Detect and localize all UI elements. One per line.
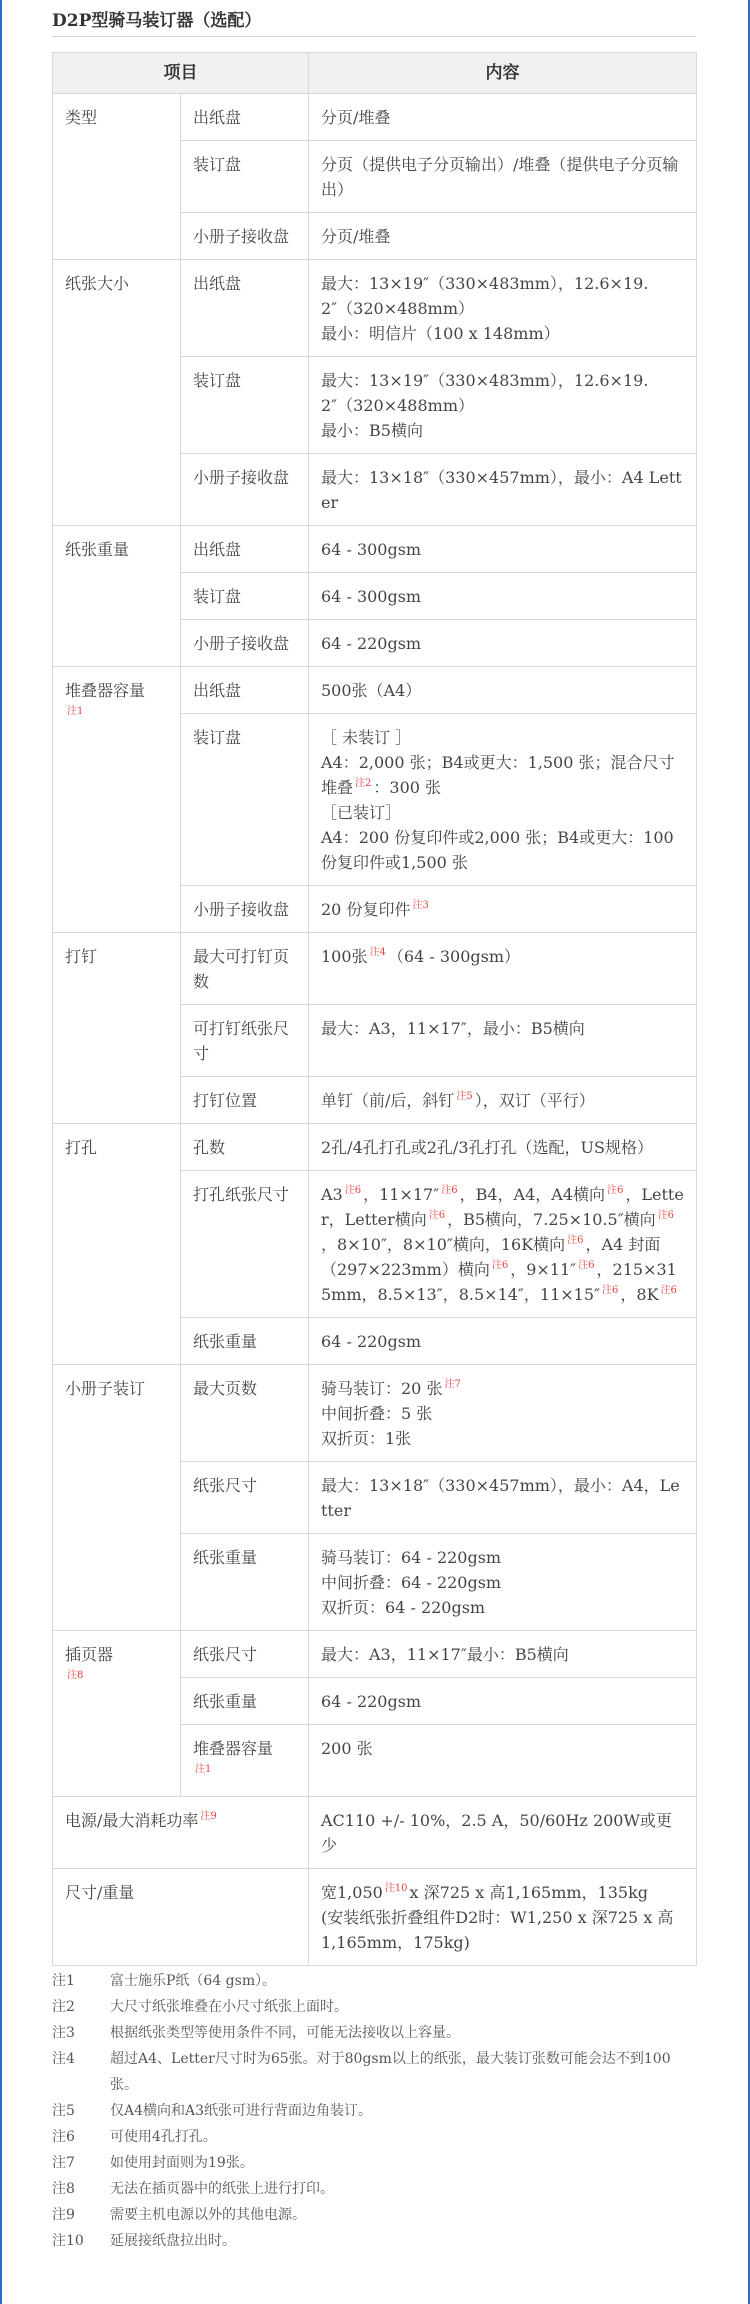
subitem-cell	[181, 94, 309, 141]
group-cell	[53, 94, 181, 260]
content-text: 200 张	[321, 1739, 373, 1758]
content-line	[321, 678, 686, 703]
subitem-cell	[181, 886, 309, 933]
footnote-ref: 注6	[657, 1210, 675, 1221]
content-line	[321, 1689, 686, 1714]
content-cell	[309, 213, 697, 260]
footnote-ref: 注1	[67, 706, 84, 717]
subitem-name: 小册子接收盘	[193, 468, 290, 487]
content-line	[321, 584, 686, 609]
footnote-ref: 注6	[607, 1185, 624, 1196]
content-text: ，B5横向，7.25×10.5″横向	[447, 1210, 656, 1229]
group-name: 类型	[65, 108, 98, 127]
content-line	[321, 105, 686, 130]
footnote-ref: 注6	[441, 1185, 458, 1196]
content-text: ，8K	[620, 1285, 659, 1304]
content-cell	[309, 94, 697, 141]
content-text: 64 - 220gsm	[321, 634, 422, 653]
footnote-key: 注8	[52, 2181, 75, 2197]
footnote-item	[52, 2124, 696, 2150]
subitem-name: 纸张重量	[193, 1332, 258, 1351]
content-text: 最小：明信片（100 x 148mm）	[321, 324, 560, 343]
footnote-text: 如使用封面则为19张。	[110, 2155, 254, 2171]
subitem-cell	[181, 1124, 309, 1171]
content-text: ［ 未装订 ］	[321, 728, 412, 747]
footnote-item	[52, 2098, 696, 2124]
spec-row	[53, 1365, 697, 1462]
group-name: 插页器	[65, 1645, 114, 1664]
content-text: ，A4 封面（297×223mm）横向	[321, 1235, 661, 1279]
subitem-name: 小册子接收盘	[193, 634, 290, 653]
spec-row	[53, 1797, 697, 1869]
content-cell	[309, 886, 697, 933]
subitem-name: 堆叠器容量	[193, 1739, 274, 1758]
subitem-name: 装订盘	[193, 155, 242, 174]
content-text: ，11×17″	[363, 1185, 440, 1204]
subitem-cell	[181, 1534, 309, 1631]
subitem-cell	[181, 1678, 309, 1725]
content-line	[321, 1135, 686, 1160]
content-text: ［已装订］	[321, 803, 402, 822]
content-cell	[309, 357, 697, 454]
subitem-cell	[181, 1365, 309, 1462]
subitem-cell	[181, 357, 309, 454]
subitem-name: 小册子接收盘	[193, 900, 290, 919]
content-cell	[309, 1318, 697, 1365]
subitem-name: 出纸盘	[193, 108, 242, 127]
content-cell	[309, 714, 697, 886]
content-line	[321, 321, 686, 346]
subitem-name: 小册子接收盘	[193, 227, 290, 246]
content-line	[321, 725, 686, 750]
subitem-name: 装订盘	[193, 728, 242, 747]
footnotes	[52, 1968, 696, 2254]
item-name: 尺寸/重量	[65, 1883, 135, 1902]
content-text: 64 - 220gsm	[321, 1692, 422, 1711]
footnote-text: 仅A4横向和A3纸张可进行背面边角装订。	[110, 2103, 373, 2119]
footnote-key: 注4	[52, 2051, 75, 2067]
content-cell	[309, 1534, 697, 1631]
content-line	[321, 418, 686, 443]
content-line	[321, 750, 686, 800]
subitem-name: 纸张尺寸	[193, 1645, 258, 1664]
footnote-text: 可使用4孔打孔。	[110, 2129, 217, 2145]
footnote-ref: 注2	[355, 778, 372, 789]
spec-row	[53, 94, 697, 141]
content-line	[321, 465, 686, 515]
footnote-item	[52, 2020, 696, 2046]
group-name: 堆叠器容量	[65, 681, 146, 700]
content-cell	[309, 454, 697, 526]
subitem-cell	[181, 667, 309, 714]
content-cell	[309, 1869, 697, 1966]
subitem-name: 最大可打钉页数	[193, 947, 290, 991]
content-text: 500张（A4）	[321, 681, 422, 700]
group-name: 打孔	[65, 1138, 98, 1157]
content-text: 单钉（前/后，斜钉	[321, 1091, 455, 1110]
item-cell	[53, 1797, 309, 1869]
content-cell	[309, 1631, 697, 1678]
content-line	[321, 1880, 686, 1905]
content-cell	[309, 260, 697, 357]
content-line	[321, 800, 686, 825]
subitem-cell	[181, 1005, 309, 1077]
content-text: 中间折叠：5 张	[321, 1404, 433, 1423]
content-line	[321, 537, 686, 562]
footnote-ref: 注6	[428, 1210, 446, 1221]
footnote-item	[52, 2046, 696, 2098]
spec-table-body	[53, 94, 697, 1966]
content-text: 最大：13×19″（330×483mm），12.6×19.2″（320×488mm）	[321, 371, 649, 415]
footnote-ref: 注4	[369, 947, 386, 958]
content-text: 双折页：64 - 220gsm	[321, 1598, 486, 1617]
spec-row	[53, 667, 697, 714]
footnote-text: 根据纸张类型等使用条件不同，可能无法接收以上容量。	[110, 2025, 460, 2041]
footnote-key: 注6	[52, 2129, 75, 2145]
group-cell	[53, 260, 181, 526]
content-text: x 深725 x 高1,165mm，135kg	[409, 1883, 649, 1902]
content-cell	[309, 1725, 697, 1797]
footnote-text: 富士施乐P纸（64 gsm）。	[110, 1973, 277, 1989]
item-cell	[53, 1869, 309, 1966]
content-line	[321, 1595, 686, 1620]
content-line	[321, 631, 686, 656]
content-text: ：300 张	[373, 778, 442, 797]
content-text: 最大：13×19″（330×483mm），12.6×19.2″（320×488mm）	[321, 274, 649, 318]
content-text: 最大：13×18″（330×457mm），最小：A4 Letter	[321, 468, 682, 512]
group-cell	[53, 933, 181, 1124]
content-line	[321, 224, 686, 249]
subitem-name: 纸张重量	[193, 1692, 258, 1711]
group-name: 纸张大小	[65, 274, 130, 293]
content-line	[321, 1736, 686, 1761]
footnote-ref: 注6	[491, 1260, 509, 1271]
footnote-item	[52, 2150, 696, 2176]
content-cell	[309, 667, 697, 714]
spec-table	[52, 52, 697, 1966]
subitem-name: 纸张重量	[193, 1548, 258, 1567]
content-line	[321, 1016, 686, 1041]
subitem-cell	[181, 1171, 309, 1318]
subitem-cell	[181, 1725, 309, 1797]
item-name: 电源/最大消耗功率	[65, 1811, 199, 1830]
footnote-key: 注2	[52, 1999, 75, 2015]
group-cell	[53, 1124, 181, 1365]
content-text: 2孔/4孔打孔或2孔/3孔打孔（选配，US规格）	[321, 1138, 653, 1157]
content-cell	[309, 141, 697, 213]
footnote-ref: 注8	[67, 1670, 84, 1681]
content-text: ，B4，A4，A4横向	[459, 1185, 606, 1204]
footnote-ref: 注6	[344, 1185, 362, 1196]
spec-table-header-row	[53, 53, 697, 94]
content-text: 64 - 300gsm	[321, 540, 422, 559]
subitem-cell	[181, 1631, 309, 1678]
subitem-name: 出纸盘	[193, 274, 242, 293]
content-line	[321, 1473, 686, 1523]
content-line	[321, 271, 686, 321]
content-line	[321, 1182, 686, 1307]
footnote-ref: 注6	[660, 1285, 677, 1296]
subitem-name: 打孔纸张尺寸	[193, 1185, 290, 1204]
content-text: AC110 +/- 10%，2.5 A，50/60Hz 200W或更少	[321, 1811, 672, 1855]
content-line	[321, 152, 686, 202]
footnote-ref: 注6	[578, 1260, 595, 1271]
content-text: 64 - 220gsm	[321, 1332, 422, 1351]
subitem-name: 纸张尺寸	[193, 1476, 258, 1495]
spec-row	[53, 933, 697, 1005]
content-cell	[309, 1124, 697, 1171]
content-line	[321, 1088, 686, 1113]
content-text: 分页/堆叠	[321, 108, 391, 127]
content-cell	[309, 620, 697, 667]
content-line	[321, 1376, 686, 1401]
content-line	[321, 1642, 686, 1667]
content-text: 64 - 300gsm	[321, 587, 422, 606]
footnote-item	[52, 1968, 696, 1994]
footnote-text: 超过A4、Letter尺寸时为65张。对于80gsm以上的纸张，最大装订张数可能会达不到100张。	[110, 2051, 671, 2093]
footnote-key: 注3	[52, 2025, 75, 2041]
content-cell	[309, 933, 697, 1005]
content-line	[321, 1329, 686, 1354]
content-line	[321, 1905, 686, 1955]
subitem-cell	[181, 714, 309, 886]
footnote-ref: 注1	[195, 1764, 212, 1775]
content-line	[321, 1401, 686, 1426]
content-text: 双折页：1张	[321, 1429, 412, 1448]
subitem-cell	[181, 454, 309, 526]
content-text: 中间折叠：64 - 220gsm	[321, 1573, 502, 1592]
content-line	[321, 825, 686, 875]
footnote-ref: 注7	[444, 1379, 461, 1390]
content-text: 分页/堆叠	[321, 227, 391, 246]
footnote-text: 延展接纸盘拉出时。	[110, 2233, 236, 2249]
spec-row	[53, 1869, 697, 1966]
content-cell	[309, 1797, 697, 1869]
content-text: 骑马装订：20 张	[321, 1379, 443, 1398]
subitem-name: 装订盘	[193, 371, 242, 390]
content-text: A4：200 份复印件或2,000 张；B4或更大：100 份复印件或1,500 张	[321, 828, 674, 872]
subitem-name: 出纸盘	[193, 681, 242, 700]
subitem-cell	[181, 620, 309, 667]
header-content: 内容	[309, 53, 697, 94]
footnote-item	[52, 2202, 696, 2228]
content-text: A4：2,000 张；B4或更大：1,500 张；混合尺寸堆叠	[321, 753, 675, 797]
content-text: 20 份复印件	[321, 900, 411, 919]
group-name: 小册子装订	[65, 1379, 146, 1398]
footnote-key: 注1	[52, 1973, 75, 1989]
content-text: ，9×11″	[510, 1260, 577, 1279]
content-cell	[309, 526, 697, 573]
footnote-text: 需要主机电源以外的其他电源。	[110, 2207, 306, 2223]
footnote-ref: 注6	[567, 1235, 584, 1246]
content-cell	[309, 1365, 697, 1462]
group-name: 打钉	[65, 947, 98, 966]
content-text: 100张	[321, 947, 368, 966]
content-line	[321, 368, 686, 418]
spec-row	[53, 260, 697, 357]
group-cell	[53, 1631, 181, 1797]
content-text: (安装纸张折叠组件D2时：W1,250 x 深725 x 高1,165mm，175kg)	[321, 1908, 674, 1952]
footnote-item	[52, 1994, 696, 2020]
subitem-name: 装订盘	[193, 587, 242, 606]
footnote-ref: 注10	[384, 1883, 408, 1894]
footnote-text: 大尺寸纸张堆叠在小尺寸纸张上面时。	[110, 1999, 348, 2015]
content-text: 分页（提供电子分页输出）/堆叠（提供电子分页输出）	[321, 155, 679, 199]
subitem-name: 孔数	[193, 1138, 226, 1157]
content-text: 宽1,050	[321, 1883, 383, 1902]
content-text: ，Letter，Letter横向	[321, 1185, 684, 1229]
subitem-cell	[181, 526, 309, 573]
footnote-ref: 注6	[602, 1285, 619, 1296]
footnote-item	[52, 2228, 696, 2254]
content-text: ，215×315mm，8.5×13″，8.5×14″，11×15″	[321, 1260, 677, 1304]
group-cell	[53, 526, 181, 667]
subitem-name: 最大页数	[193, 1379, 258, 1398]
content-text: 最大：A3，11×17″，最小：B5横向	[321, 1019, 585, 1038]
subitem-name: 打钉位置	[193, 1091, 258, 1110]
subitem-cell	[181, 1462, 309, 1534]
group-cell	[53, 667, 181, 933]
subitem-cell	[181, 260, 309, 357]
footnote-key: 注10	[52, 2233, 84, 2249]
content-text: A3	[321, 1185, 343, 1204]
content-text: ，8×10″，8×10″横向，16K横向	[321, 1235, 566, 1254]
content-text: 骑马装订：64 - 220gsm	[321, 1548, 502, 1567]
content-cell	[309, 1005, 697, 1077]
footnote-key: 注5	[52, 2103, 75, 2119]
content-cell	[309, 1171, 697, 1318]
content-cell	[309, 573, 697, 620]
content-text: 最大：13×18″（330×457mm），最小：A4，Letter	[321, 1476, 680, 1520]
left-accent-border	[0, 0, 2, 2304]
content-text: （64 - 300gsm）	[387, 947, 521, 966]
footnote-ref: 注3	[412, 900, 429, 911]
footnote-ref: 注5	[456, 1091, 473, 1102]
header-item: 项目	[53, 53, 309, 94]
content-text: ），双订（平行）	[474, 1091, 595, 1110]
spec-row	[53, 1124, 697, 1171]
content-cell	[309, 1678, 697, 1725]
content-line	[321, 1426, 686, 1451]
content-line	[321, 1545, 686, 1570]
subitem-cell	[181, 213, 309, 260]
section-title: D2P型骑马装订器（选配）	[52, 11, 262, 31]
content-cell	[309, 1077, 697, 1124]
subitem-cell	[181, 141, 309, 213]
subitem-cell	[181, 573, 309, 620]
subitem-cell	[181, 1077, 309, 1124]
content-line	[321, 897, 686, 922]
subitem-cell	[181, 933, 309, 1005]
group-cell	[53, 1365, 181, 1631]
footnote-ref: 注9	[200, 1811, 217, 1822]
subitem-cell	[181, 1318, 309, 1365]
content-line	[321, 1808, 686, 1858]
content-text: 最大：A3，11×17″最小：B5横向	[321, 1645, 569, 1664]
spec-row	[53, 526, 697, 573]
footnote-key: 注9	[52, 2207, 75, 2223]
subitem-name: 可打钉纸张尺寸	[193, 1019, 290, 1063]
footnote-key: 注7	[52, 2155, 75, 2171]
content-line	[321, 1570, 686, 1595]
footnote-text: 无法在插页器中的纸张上进行打印。	[110, 2181, 334, 2197]
spec-row	[53, 1631, 697, 1678]
group-name: 纸张重量	[65, 540, 130, 559]
content-text: 最小：B5横向	[321, 421, 423, 440]
content-line	[321, 944, 686, 969]
content-cell	[309, 1462, 697, 1534]
section-header	[52, 0, 696, 37]
footnote-item	[52, 2176, 696, 2202]
subitem-name: 出纸盘	[193, 540, 242, 559]
